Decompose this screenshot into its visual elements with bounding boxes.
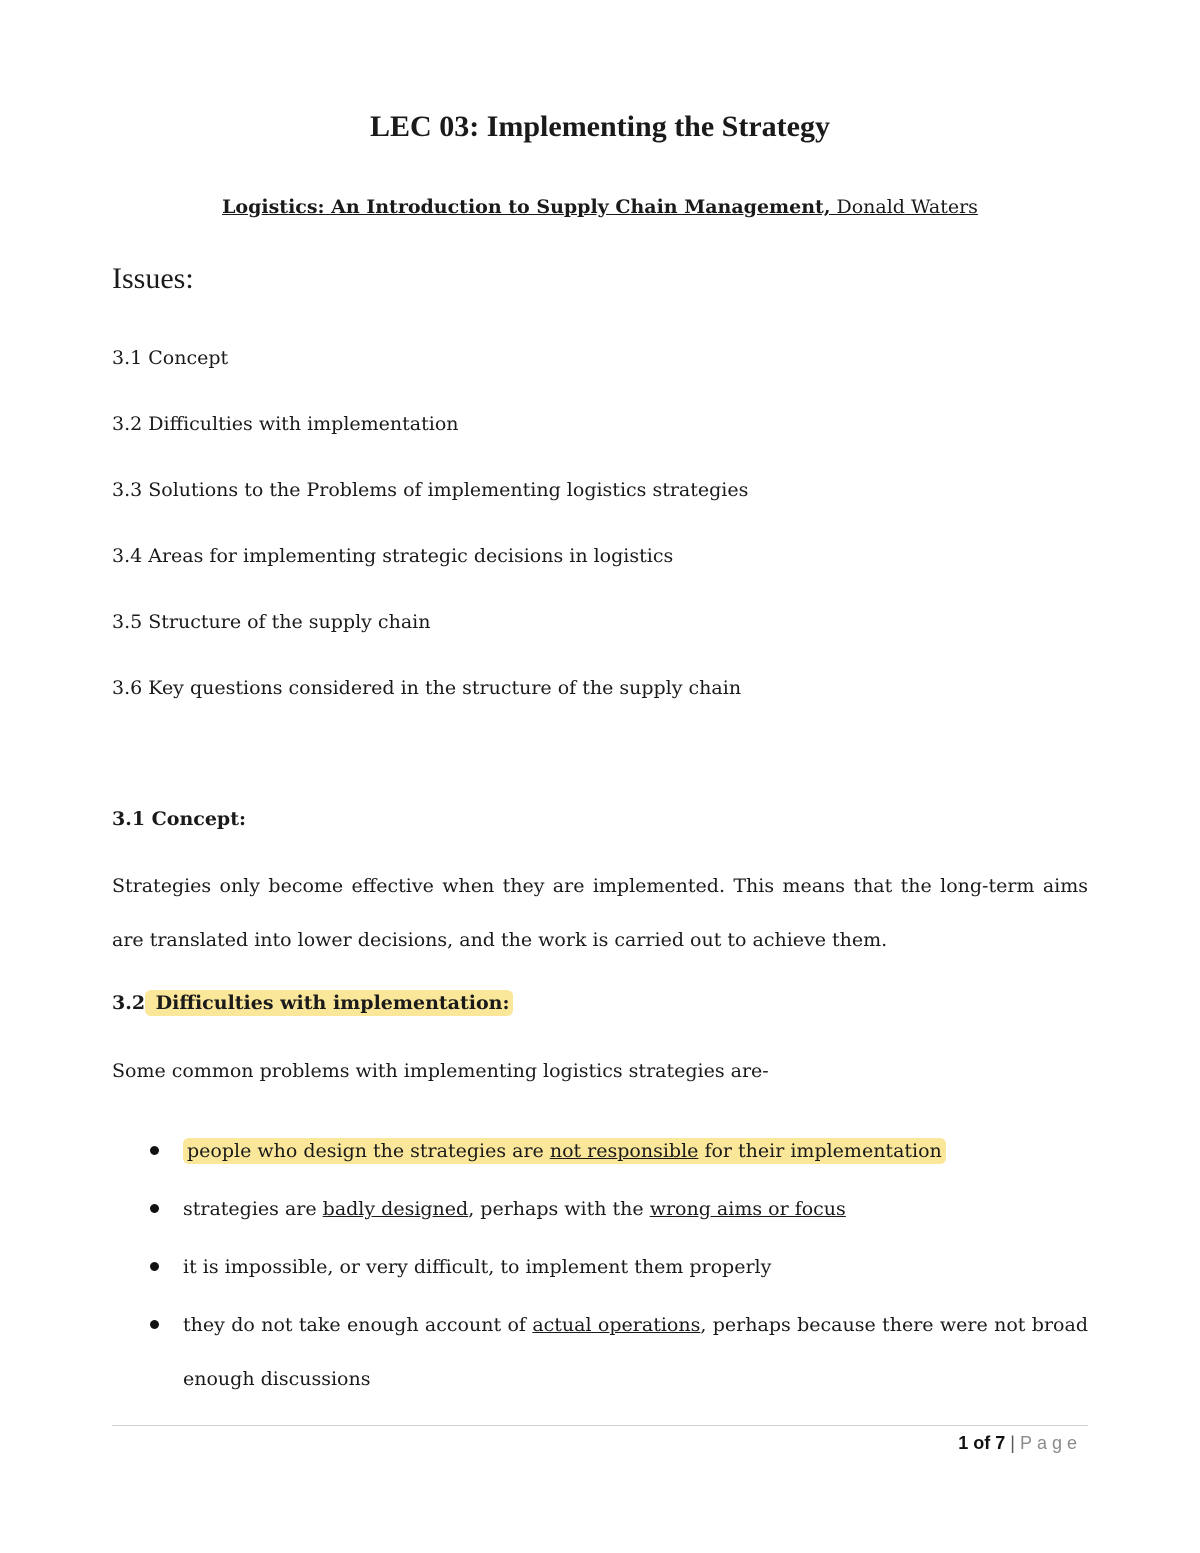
issues-list-item: 3.1 Concept: [112, 347, 229, 369]
issues-list: [112, 343, 748, 739]
underlined-text: wrong aims or focus: [649, 1198, 846, 1220]
document-title: LEC 03: Implementing the Strategy: [370, 110, 830, 143]
footer-divider: [112, 1425, 1088, 1426]
bullet-icon: [150, 1262, 159, 1271]
underlined-text: actual operations: [532, 1314, 701, 1336]
section-number: 3.2: [112, 992, 146, 1014]
issues-heading: Issues:: [112, 262, 194, 295]
source-book-title: Logistics: An Introduction to Supply Chain Management,: [222, 196, 831, 218]
issues-list-item: 3.3 Solutions to the Problems of implementing logistics strategies: [112, 479, 749, 501]
issues-list-item: 3.6 Key questions considered in the structure of the supply chain: [112, 677, 742, 699]
concept-paragraph: Strategies only become effective when they are implemented. This means that the long-term aims are translated into lower decisions, and the work is carried out to achieve them.: [112, 875, 1088, 951]
bullet-icon: [150, 1320, 159, 1329]
underlined-text: not responsible: [549, 1140, 699, 1162]
page-number: 1 of 7: [958, 1433, 1006, 1453]
source-citation: [0, 196, 1200, 218]
section-heading-difficulties: [112, 992, 513, 1014]
bullet-icon: [150, 1204, 159, 1213]
highlighted-heading-text: Difficulties with implementation:: [145, 990, 513, 1016]
bullet-icon: [150, 1146, 159, 1155]
bullet-item: they do not take enough account of actual operations, perhaps because there were not broad enough discussions: [112, 1298, 1088, 1406]
section-heading-concept: 3.1 Concept:: [112, 808, 247, 830]
page-label: Page: [1019, 1433, 1082, 1453]
difficulties-bullet-list: [112, 1124, 1088, 1410]
highlighted-text: people who design the strategies are not responsible for their implementation: [183, 1138, 946, 1164]
issues-list-item: 3.2 Difficulties with implementation: [112, 413, 459, 435]
page-footer: [958, 1433, 1082, 1454]
bullet-item: [112, 1124, 1088, 1178]
footer-separator: |: [1005, 1433, 1020, 1453]
underlined-text: badly designed: [322, 1198, 469, 1220]
bullet-item: it is impossible, or very difficult, to implement them properly: [112, 1240, 1088, 1294]
difficulties-intro: Some common problems with implementing logistics strategies are-: [112, 1060, 769, 1082]
issues-list-item: 3.4 Areas for implementing strategic decisions in logistics: [112, 545, 674, 567]
source-author: Donald Waters: [830, 196, 978, 218]
issues-list-item: 3.5 Structure of the supply chain: [112, 611, 431, 633]
bullet-item: strategies are badly designed, perhaps with the wrong aims or focus: [112, 1182, 1088, 1236]
